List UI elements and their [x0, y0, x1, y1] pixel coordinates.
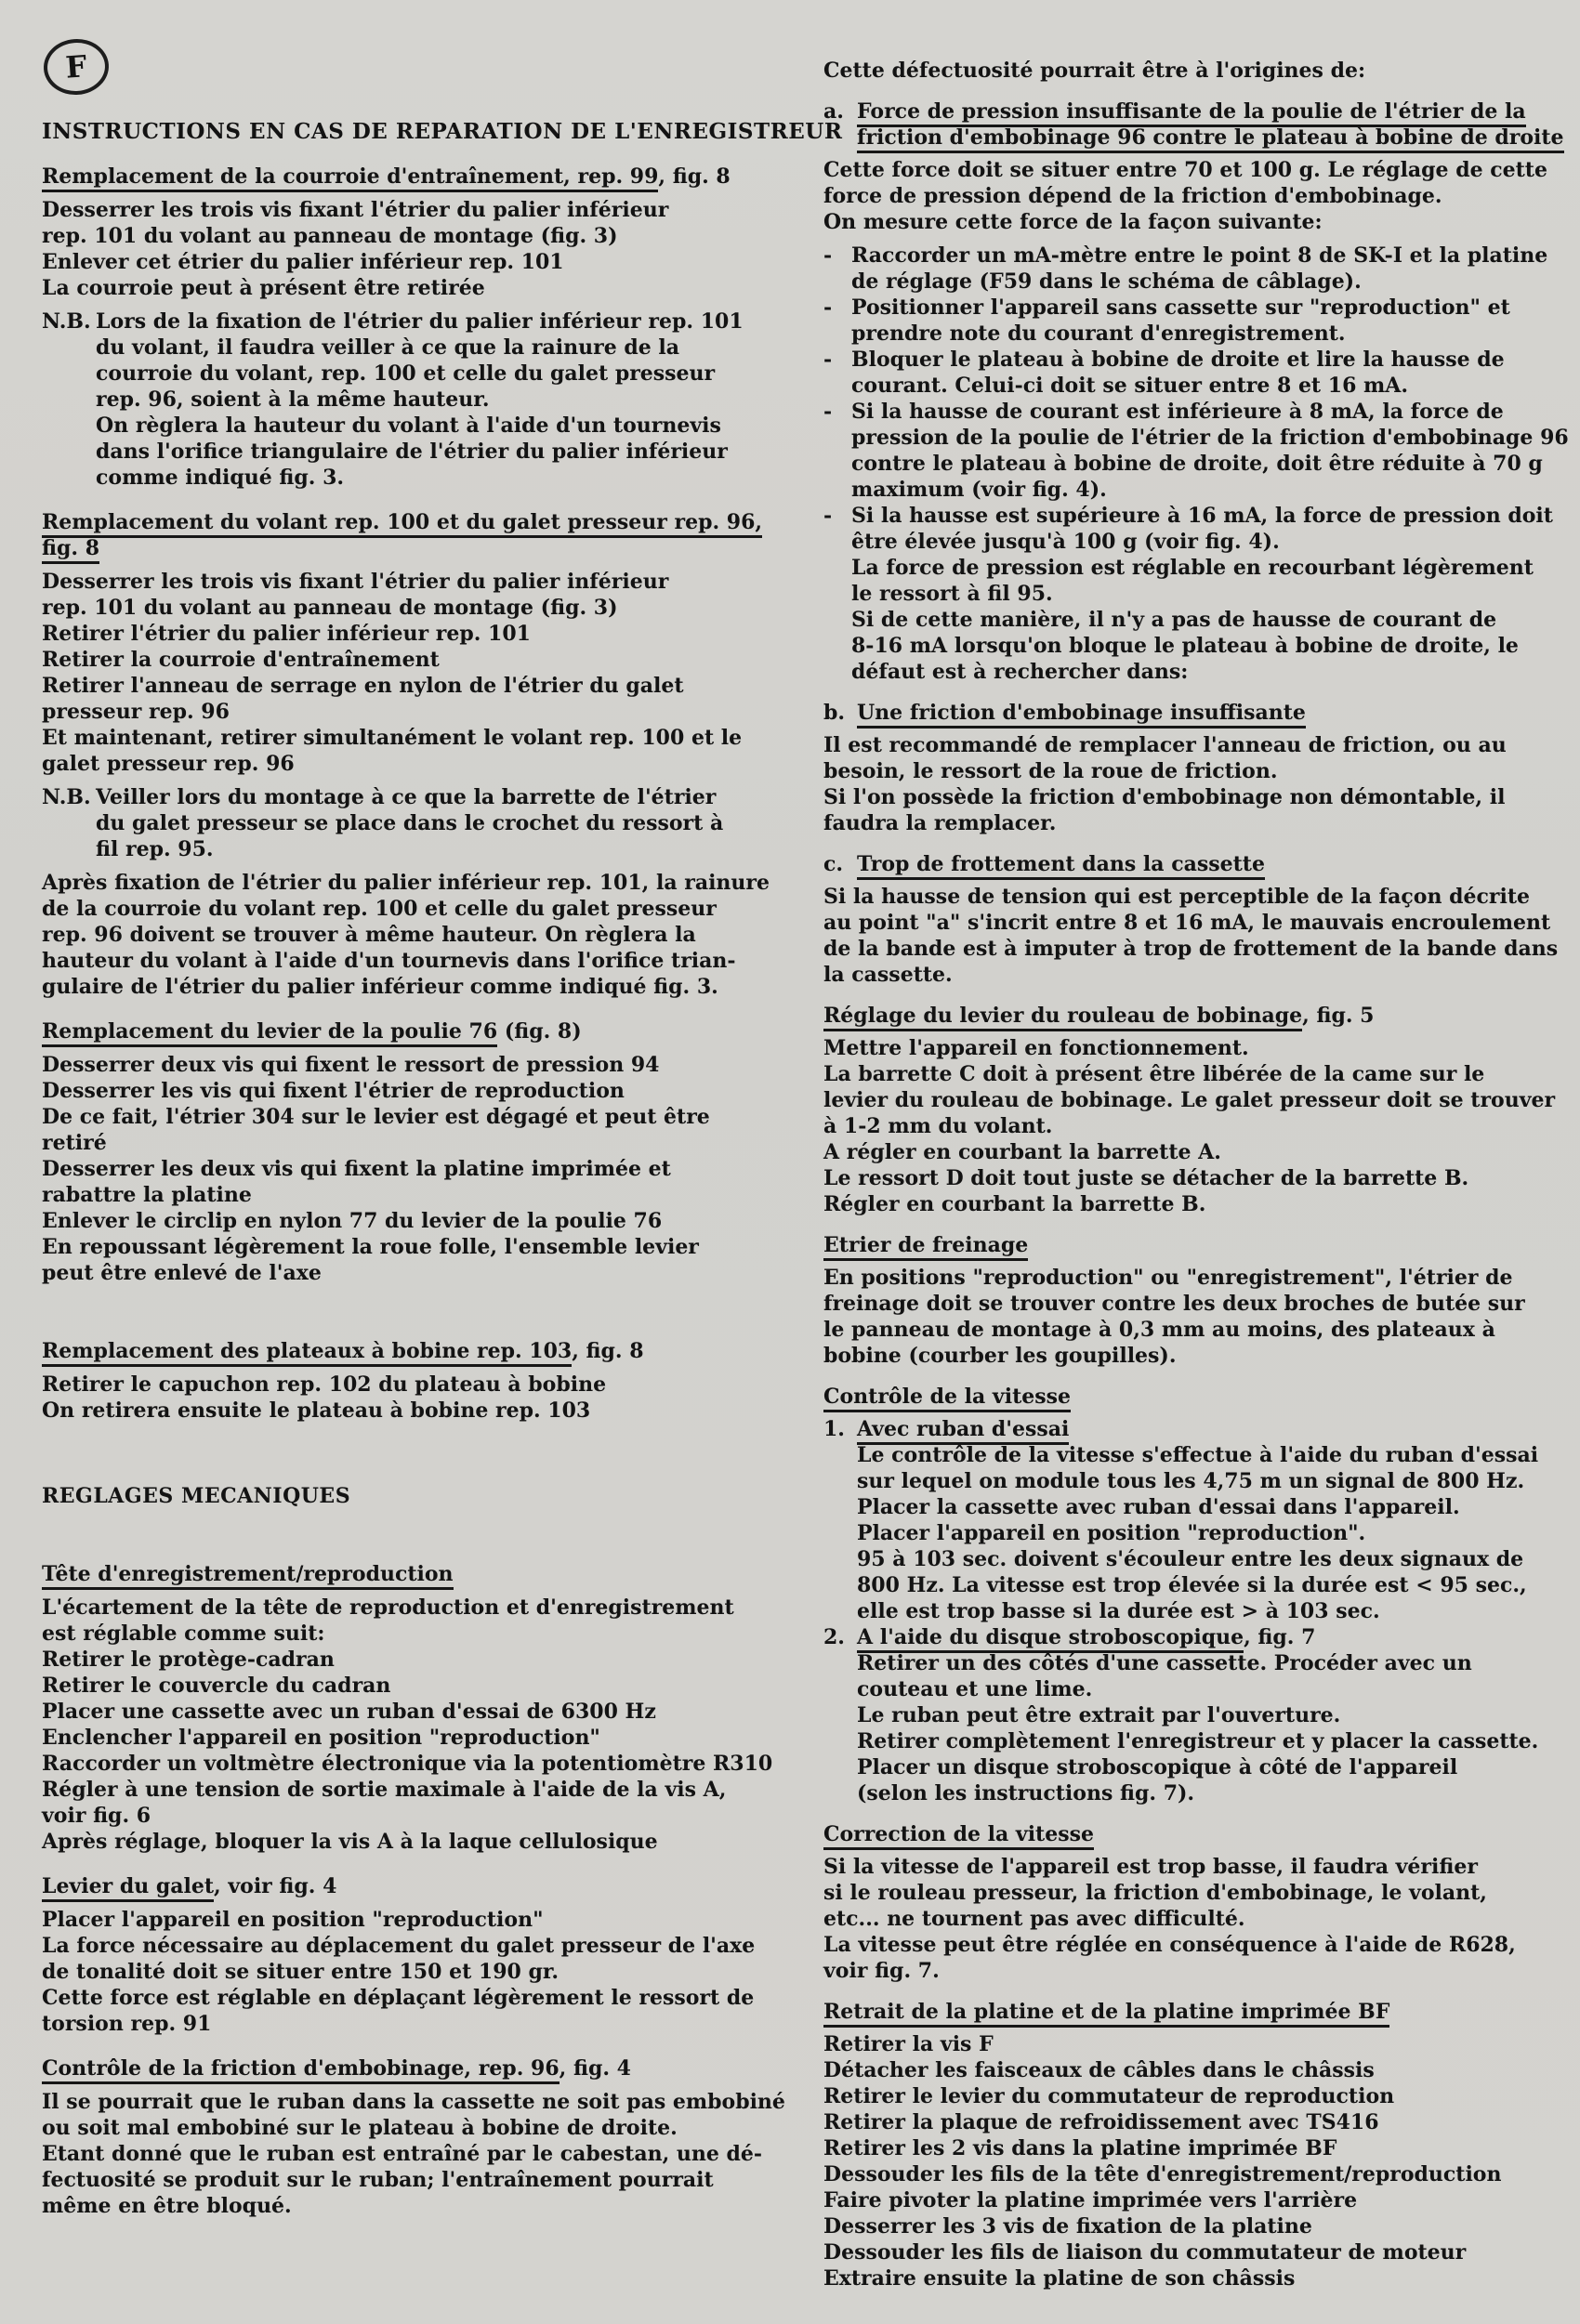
heading-underlined-text: Avec ruban d'essai — [857, 1417, 1069, 1445]
list-item — [823, 399, 1569, 503]
text-line: Le ruban peut être extrait par l'ouverture. — [857, 1703, 1341, 1727]
heading-underlined-text: Une friction d'embobinage insuffisante — [857, 701, 1306, 729]
text-line: etc... ne tournent pas avec difficulté. — [823, 1907, 1245, 1931]
text-line: rep. 96 doivent se trouver à même hauteur. On règlera la — [42, 923, 696, 947]
note-paragraph — [42, 309, 781, 491]
indented-paragraph — [823, 1650, 1562, 1806]
text-line: Enlever le circlip en nylon 77 du levier de la poulie 76 — [42, 1209, 663, 1233]
text-line: maximum (voir fig. 4). — [851, 478, 1107, 502]
heading-plain-text: , fig. 8 — [572, 1339, 644, 1363]
section-heading — [42, 1561, 781, 1587]
page-marker-circle — [42, 37, 111, 98]
section-title — [42, 1483, 781, 1509]
text-line: courant. Celui-ci doit se situer entre 8 et 16 mA. — [851, 374, 1409, 398]
text-line: Faire pivoter la platine imprimée vers l'arrière — [823, 2188, 1358, 2212]
heading-underlined-text: Contrôle de la friction d'embobinage, rep. 96 — [42, 2056, 560, 2084]
text-line: le panneau de montage à 0,3 mm au moins, des plateaux à — [823, 1318, 1495, 1342]
paragraph — [823, 58, 1562, 84]
paragraph — [42, 870, 781, 1000]
text-line: Après réglage, bloquer la vis A à la laque cellulosique — [42, 1830, 658, 1854]
list-marker: - — [823, 504, 833, 528]
list-marker: N.B. — [42, 785, 91, 809]
text-line: du volant, il faudra veiller à ce que la rainure de la — [96, 335, 680, 360]
heading-underlined-text: Remplacement du levier de la poulie 76 — [42, 1019, 497, 1047]
list-item — [823, 347, 1562, 399]
text-line: même en être bloqué. — [42, 2194, 292, 2218]
text-line: Si de cette manière, il n'y a pas de hausse de courant de — [851, 608, 1497, 632]
text-line: le ressort à fil 95. — [851, 582, 1053, 606]
text-line: Placer l'appareil en position "reproduction". — [857, 1521, 1366, 1545]
text-line: Desserrer les deux vis qui fixent la platine imprimée et — [42, 1157, 671, 1181]
heading-plain-text: , fig. 4 — [559, 2056, 631, 2081]
list-item — [823, 243, 1562, 295]
list-item — [823, 503, 1562, 555]
text-line: Retirer la plaque de refroidissement avec TS416 — [823, 2110, 1379, 2134]
paragraph — [42, 1052, 781, 1286]
section-heading — [823, 1999, 1562, 2025]
text-line: gulaire de l'étrier du palier inférieur comme indiqué fig. 3. — [42, 975, 718, 999]
text-line: (selon les instructions fig. 7). — [857, 1781, 1195, 1805]
text-line: Après fixation de l'étrier du palier inférieur rep. 101, la rainure — [42, 871, 770, 895]
heading-underlined-text: Remplacement des plateaux à bobine rep. 103 — [42, 1339, 572, 1367]
text-line: Retirer le capuchon rep. 102 du plateau à bobine — [42, 1372, 607, 1397]
numbered-heading — [823, 1416, 1562, 1442]
heading-underlined-text: Contrôle de la vitesse — [823, 1385, 1071, 1412]
heading-underlined-text: Remplacement de la courroie d'entraînement, rep. 99 — [42, 164, 658, 192]
text-line: Détacher les faisceaux de câbles dans le châssis — [823, 2058, 1375, 2082]
text-line: la cassette. — [823, 963, 953, 987]
text-line: Placer un disque stroboscopique à côté de l'appareil — [857, 1755, 1458, 1779]
text-line: Il se pourrait que le ruban dans la cassette ne soit pas embobiné — [42, 2090, 785, 2114]
text-line: Si la hausse est supérieure à 16 mA, la force de pression doit — [851, 504, 1553, 528]
text-line: La force de pression est réglable en recourbant légèrement — [851, 556, 1534, 580]
text-line: Retirer le levier du commutateur de reproduction — [823, 2084, 1395, 2108]
text-line: Raccorder un voltmètre électronique via la potentiomètre R310 — [42, 1752, 773, 1776]
text-line: Si la vitesse de l'appareil est trop basse, il faudra vérifier — [823, 1855, 1478, 1879]
heading-underlined-text: friction d'embobinage 96 contre le plateau à bobine de droite — [857, 125, 1564, 153]
text-line: Etant donné que le ruban est entraîné par le cabestan, une dé- — [42, 2142, 763, 2166]
text-line: force de pression dépend de la friction d'embobinage. — [823, 184, 1442, 208]
text-line: ou soit mal embobiné sur le plateau à bobine de droite. — [42, 2116, 678, 2140]
paragraph — [823, 1854, 1562, 1984]
text-line: sur lequel on module tous les 4,75 m un signal de 800 Hz. — [857, 1469, 1525, 1493]
text-line: Retirer un des côtés d'une cassette. Procéder avec un — [857, 1651, 1472, 1675]
page-title: INSTRUCTIONS EN CAS DE REPARATION DE L'ENREGISTREUR — [42, 119, 843, 144]
heading-underlined-text: Retrait de la platine et de la platine imprimée BF — [823, 2000, 1389, 2028]
text-line: pression de la poulie de l'étrier de la friction d'embobinage 96 — [851, 426, 1569, 450]
text-line: être élevée jusqu'à 100 g (voir fig. 4). — [851, 530, 1280, 554]
text-line: besoin, le ressort de la roue de friction. — [823, 759, 1278, 783]
text-line: fil rep. 95. — [96, 837, 214, 861]
text-line: rabattre la platine — [42, 1183, 252, 1207]
text-line: Si la hausse de courant est inférieure à 8 mA, la force de — [851, 400, 1504, 424]
text-line: Dessouder les fils de la tête d'enregistrement/reproduction — [823, 2162, 1502, 2186]
text-line: Raccorder un mA-mètre entre le point 8 de SK-I et la platine — [851, 243, 1548, 268]
list-marker: N.B. — [42, 309, 91, 334]
list-marker: a. — [823, 99, 844, 124]
text-line: Placer la cassette avec ruban d'essai dans l'appareil. — [857, 1495, 1460, 1519]
heading-plain-text: , voir fig. 4 — [214, 1874, 337, 1898]
text-line: rep. 101 du volant au panneau de montage (fig. 3) — [42, 224, 618, 248]
section-heading — [42, 1873, 781, 1899]
page-marker-letter: F — [64, 48, 88, 85]
text-line: défaut est à rechercher dans: — [851, 660, 1189, 684]
text-line: Le ressort D doit tout juste se détacher de la barrette B. — [823, 1166, 1469, 1190]
text-line: Le contrôle de la vitesse s'effectue à l'aide du ruban d'essai — [857, 1443, 1539, 1467]
paragraph — [823, 157, 1562, 235]
text-line: galet presseur rep. 96 — [42, 752, 295, 776]
text-line: levier du rouleau de bobinage. Le galet presseur doit se trouver — [823, 1088, 1556, 1112]
paragraph — [823, 2031, 1562, 2291]
text-line: au point "a" s'incrit entre 8 et 16 mA, le mauvais encroulement — [823, 911, 1551, 935]
text-line: Placer l'appareil en position "reproduction" — [42, 1908, 544, 1932]
text-line: Enclencher l'appareil en position "reproduction" — [42, 1726, 600, 1750]
text-line: Retirer l'étrier du palier inférieur rep. 101 — [42, 622, 531, 646]
text-line: REGLAGES MECANIQUES — [42, 1484, 351, 1508]
heading-underlined-text: Tête d'enregistrement/reproduction — [42, 1562, 454, 1590]
text-line: Desserrer les 3 vis de fixation de la platine — [823, 2214, 1312, 2239]
section-heading — [823, 1232, 1562, 1258]
text-line: La barrette C doit à présent être libérée de la came sur le — [823, 1062, 1485, 1086]
text-line: Il est recommandé de remplacer l'anneau de friction, ou au — [823, 733, 1507, 757]
text-line: couteau et une lime. — [857, 1677, 1093, 1701]
text-line: La vitesse peut être réglée en conséquence à l'aide de R628, — [823, 1933, 1516, 1957]
section-heading — [823, 1821, 1562, 1847]
section-heading — [42, 1338, 781, 1364]
section-heading — [42, 1018, 781, 1044]
text-line: elle est trop basse si la durée est > à 103 sec. — [857, 1599, 1380, 1623]
text-line: On retirera ensuite le plateau à bobine rep. 103 — [42, 1398, 591, 1423]
text-line: Cette force est réglable en déplaçant légèrement le ressort de — [42, 1986, 755, 2010]
text-line: du galet presseur se place dans le crochet du ressort à — [96, 811, 724, 835]
text-line: de la bande est à imputer à trop de frottement de la bande dans — [823, 937, 1559, 961]
spacer — [42, 1293, 781, 1320]
text-line: Veiller lors du montage à ce que la barrette de l'étrier — [96, 785, 717, 809]
text-line: Retirer le couvercle du cadran — [42, 1674, 391, 1698]
heading-underlined-text: A l'aide du disque stroboscopique — [857, 1625, 1244, 1653]
list-marker: b. — [823, 701, 846, 725]
text-line: de tonalité doit se situer entre 150 et 190 gr. — [42, 1960, 560, 1984]
heading-plain-text: , fig. 7 — [1244, 1625, 1316, 1649]
text-line: Bloquer le plateau à bobine de droite et lire la hausse de — [851, 348, 1505, 372]
text-line: En repoussant légèrement la roue folle, l'ensemble levier — [42, 1235, 699, 1259]
text-line: On mesure cette force de la façon suivante: — [823, 210, 1323, 234]
text-line: La courroie peut à présent être retirée — [42, 276, 485, 300]
text-line: voir fig. 6 — [42, 1804, 151, 1828]
text-line: faudra la remplacer. — [823, 811, 1057, 835]
section-heading — [823, 1384, 1562, 1410]
text-line: Desserrer les trois vis fixant l'étrier du palier inférieur — [42, 570, 669, 594]
list-marker: c. — [823, 852, 844, 876]
text-line: courroie du volant, rep. 100 et celle du galet presseur — [96, 361, 716, 386]
text-line: Dessouder les fils de liaison du commutateur de moteur — [823, 2240, 1467, 2265]
text-line: Régler en courbant la barrette B. — [823, 1192, 1206, 1216]
heading-underlined-text: fig. 8 — [42, 536, 99, 564]
text-line: retiré — [42, 1131, 107, 1155]
list-item — [823, 295, 1562, 347]
spacer — [42, 1517, 781, 1543]
heading-plain-text: , fig. 8 — [658, 164, 731, 189]
text-line: Régler à une tension de sortie maximale à l'aide de la vis A, — [42, 1778, 727, 1802]
indented-paragraph — [823, 1442, 1562, 1624]
text-line: freinage doit se trouver contre les deux broches de butée sur — [823, 1292, 1525, 1316]
text-line: de réglage (F59 dans le schéma de câblage). — [851, 269, 1362, 294]
lettered-heading — [823, 700, 1562, 726]
text-line: contre le plateau à bobine de droite, doit être réduite à 70 g — [851, 452, 1543, 476]
text-line: Et maintenant, retirer simultanément le volant rep. 100 et le — [42, 726, 743, 750]
heading-underlined-text: Réglage du levier du rouleau de bobinage — [823, 1004, 1302, 1031]
text-line: Si la hausse de tension qui est perceptible de la façon décrite — [823, 885, 1531, 909]
paragraph-continuation — [823, 555, 1562, 685]
text-line: Retirer la courroie d'entraînement — [42, 648, 440, 672]
section-heading — [42, 164, 781, 190]
list-marker: 2. — [823, 1625, 845, 1649]
right-column — [823, 58, 1569, 2299]
list-marker: 1. — [823, 1417, 845, 1441]
spacer — [42, 1431, 781, 1457]
text-line: 8-16 mA lorsqu'on bloque le plateau à bobine de droite, le — [851, 634, 1519, 658]
text-line: fectuosité se produit sur le ruban; l'entraînement pourrait — [42, 2168, 714, 2192]
text-line: Retirer complètement l'enregistreur et y placer la cassette. — [857, 1729, 1539, 1753]
section-heading — [42, 2055, 781, 2081]
lettered-heading — [823, 98, 1562, 151]
text-line: si le rouleau presseur, la friction d'embobinage, le volant, — [823, 1881, 1487, 1905]
text-line: A régler en courbant la barrette A. — [823, 1140, 1221, 1164]
list-marker: - — [823, 295, 833, 320]
paragraph — [42, 1372, 781, 1424]
section-heading — [42, 509, 781, 561]
text-line: Cette défectuosité pourrait être à l'origines de: — [823, 59, 1366, 83]
text-line: bobine (courber les goupilles). — [823, 1344, 1177, 1368]
text-line: Retirer le protège-cadran — [42, 1648, 335, 1672]
heading-underlined-text: Etrier de freinage — [823, 1233, 1028, 1261]
left-column — [42, 37, 843, 2226]
paragraph — [42, 2089, 785, 2219]
text-line: voir fig. 7. — [823, 1959, 940, 1983]
heading-plain-text: (fig. 8) — [497, 1019, 582, 1044]
text-line: 95 à 103 sec. doivent s'écouleur entre les deux signaux de — [857, 1547, 1524, 1571]
paragraph — [42, 197, 781, 301]
text-line: Retirer la vis F — [823, 2032, 994, 2056]
note-paragraph — [42, 784, 781, 862]
text-line: rep. 101 du volant au panneau de montage (fig. 3) — [42, 596, 618, 620]
text-line: Si l'on possède la friction d'embobinage non démontable, il — [823, 785, 1506, 809]
heading-underlined-text: Correction de la vitesse — [823, 1822, 1094, 1850]
heading-underlined-text: Levier du galet — [42, 1874, 214, 1902]
paragraph — [823, 732, 1562, 836]
heading-plain-text: , fig. 5 — [1302, 1004, 1375, 1028]
text-line: Placer une cassette avec un ruban d'essai de 6300 Hz — [42, 1700, 656, 1724]
text-line: Desserrer deux vis qui fixent le ressort de pression 94 — [42, 1053, 660, 1077]
text-line: hauteur du volant à l'aide d'un tournevis dans l'orifice trian- — [42, 949, 736, 973]
text-line: 800 Hz. La vitesse est trop élevée si la durée est < 95 sec., — [857, 1573, 1527, 1597]
heading-underlined-text: Remplacement du volant rep. 100 et du galet presseur rep. 96, — [42, 510, 762, 538]
spacer — [42, 1457, 781, 1483]
text-line: La force nécessaire au déplacement du galet presseur de l'axe — [42, 1934, 756, 1958]
text-line: prendre note du courant d'enregistrement. — [851, 322, 1346, 346]
text-line: est réglable comme suit: — [42, 1622, 325, 1646]
list-marker: - — [823, 348, 833, 372]
text-line: De ce fait, l'étrier 304 sur le levier est dégagé et peut être — [42, 1105, 710, 1129]
paragraph — [42, 1595, 781, 1855]
text-line: En positions "reproduction" ou "enregistrement", l'étrier de — [823, 1266, 1513, 1290]
text-line: Retirer l'anneau de serrage en nylon de l'étrier du galet — [42, 674, 684, 698]
text-line: Cette force doit se situer entre 70 et 100 g. Le réglage de cette — [823, 158, 1547, 182]
paragraph — [42, 1907, 781, 2037]
paragraph — [823, 884, 1562, 988]
text-line: presseur rep. 96 — [42, 700, 230, 724]
heading-underlined-text: Force de pression insuffisante de la poulie de l'étrier de la — [857, 99, 1526, 127]
text-line: peut être enlevé de l'axe — [42, 1261, 322, 1285]
text-line: Retirer les 2 vis dans la platine imprimée BF — [823, 2136, 1337, 2160]
paragraph — [42, 569, 781, 777]
list-marker: - — [823, 400, 833, 424]
lettered-heading — [823, 851, 1562, 877]
paragraph — [823, 1035, 1562, 1217]
text-line: Desserrer les trois vis fixant l'étrier du palier inférieur — [42, 198, 669, 222]
text-line: de la courroie du volant rep. 100 et celle du galet presseur — [42, 897, 717, 921]
heading-underlined-text: Trop de frottement dans la cassette — [857, 852, 1265, 880]
text-line: Desserrer les vis qui fixent l'étrier de reproduction — [42, 1079, 625, 1103]
paragraph — [823, 1265, 1562, 1369]
text-line: à 1-2 mm du volant. — [823, 1114, 1053, 1138]
text-line: Lors de la fixation de l'étrier du palier inférieur rep. 101 — [96, 309, 744, 334]
text-line: Enlever cet étrier du palier inférieur rep. 101 — [42, 250, 564, 274]
section-heading — [823, 1003, 1562, 1029]
text-line: Mettre l'appareil en fonctionnement. — [823, 1036, 1249, 1060]
text-line: rep. 96, soient à la même hauteur. — [96, 387, 490, 412]
text-line: On règlera la hauteur du volant à l'aide d'un tournevis — [96, 414, 721, 438]
numbered-heading — [823, 1624, 1562, 1650]
text-line: dans l'orifice triangulaire de l'étrier du palier inférieur — [96, 440, 728, 464]
text-line: torsion rep. 91 — [42, 2012, 212, 2036]
text-line: comme indiqué fig. 3. — [96, 466, 345, 490]
text-line: Extraire ensuite la platine de son châssis — [823, 2266, 1296, 2291]
text-line: L'écartement de la tête de reproduction et d'enregistrement — [42, 1595, 734, 1620]
text-line: Positionner l'appareil sans cassette sur "reproduction" et — [851, 295, 1510, 320]
list-marker: - — [823, 243, 833, 268]
